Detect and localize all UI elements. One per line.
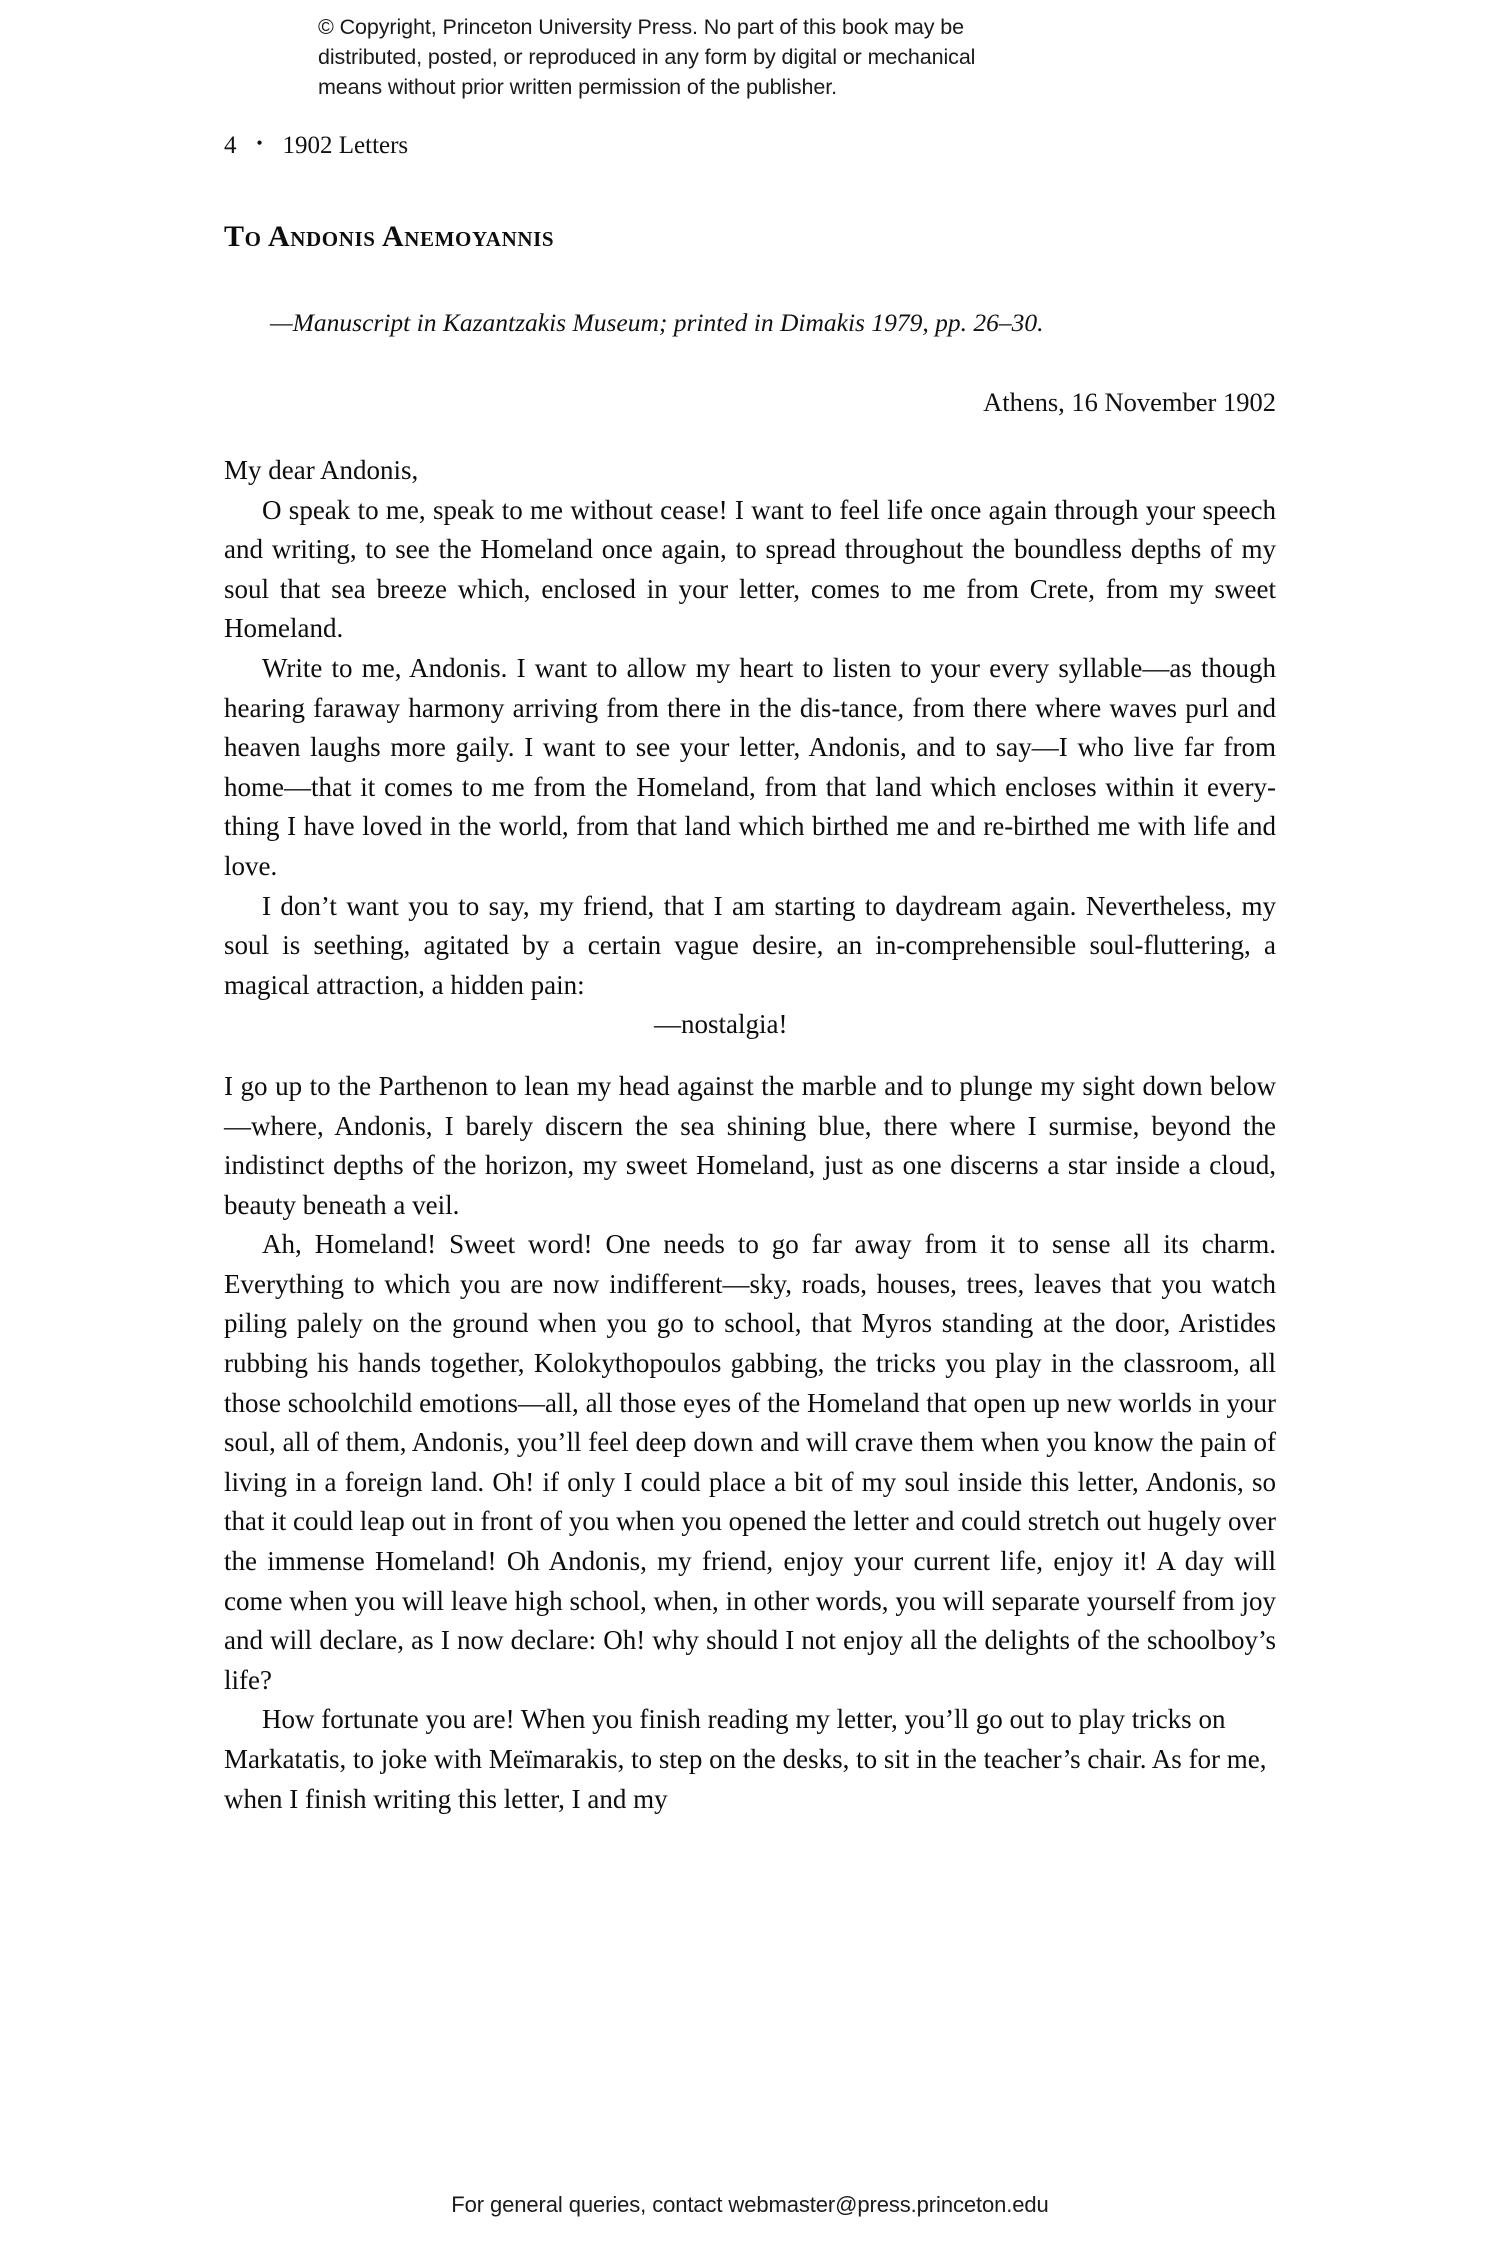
copyright-line-1: © Copyright, Princeton University Press. No part of this book may be	[318, 15, 964, 39]
letter-paragraph: Write to me, Andonis. I want to allow my heart to listen to your every syllable—as though hearing faraway harmony arriving from there in the dis-tance, from there where waves purl and heaven laughs more gaily. I want to see your letter, Andonis, and to say—I who live far from home—that it comes to me from the Homeland, from that land which encloses within it every-thing I have loved in the world, from that land which birthed me and re-birthed me with life and love.	[224, 652, 1276, 881]
letter-paragraph: Ah, Homeland! Sweet word! One needs to go far away from it to sense all its charm. Everything to which you are now indifferent—sky, roads, houses, trees, leaves that you watch piling palely on the ground when you go to school, that Myros standing at the door, Aristides rubbing his hands together, Kolokythopoulos gabbing, the tricks you play in the classroom, all those schoolchild emotions—all, all those eyes of the Homeland that open up new worlds in your soul, all of them, Andonis, you’ll feel deep down and will crave them when you know the pain of living in a foreign land. Oh! if only I could place a bit of my soul inside this letter, Andonis, so that it could leap out in front of you when you opened the letter and could stretch out hugely over the immense Homeland! Oh Andonis, my friend, enjoy your current life, enjoy it! A day will come when you will leave high school, when, in other words, you will separate yourself from joy and will declare, as I now declare: Oh! why should I not enjoy all the delights of the schoolboy’s life?	[224, 1229, 1276, 1695]
letter-content	[224, 205, 1276, 1819]
letter-paragraph: O speak to me, speak to me without cease! I want to feel life once again through your speech and writing, to see the Homeland once again, to spread throughout the boundless depths of my soul that sea breeze which, enclosed in your letter, comes to me from Crete, from my sweet Homeland.	[224, 494, 1276, 644]
bullet-separator-icon: •	[256, 133, 263, 154]
salutation: My dear Andonis,	[224, 455, 419, 485]
letter-title: To Andonis Anemoyannis	[224, 220, 555, 253]
letter-paragraph: I don’t want you to say, my friend, that I am starting to daydream again. Nevertheless, my soul is seething, agitated by a certain vague desire, an in-comprehensible soul-fluttering, a magical attraction, a hidden pain:	[224, 890, 1276, 1000]
running-head-title: 1902 Letters	[282, 132, 409, 159]
copyright-notice	[318, 12, 1168, 102]
page-number: 4	[224, 132, 237, 159]
dateline: Athens, 16 November 1902	[983, 387, 1276, 417]
copyright-line-3: means without prior written permission of the publisher.	[318, 75, 838, 99]
page-footer: For general queries, contact webmaster@press.princeton.edu	[451, 2192, 1049, 2217]
source-note: —Manuscript in Kazantzakis Museum; printed in Dimakis 1979, pp. 26–30.	[270, 308, 1044, 337]
letter-paragraph: I go up to the Parthenon to lean my head against the marble and to plunge my sight down below—where, Andonis, I barely discern the sea shining blue, there where I surmise, beyond the indistinct depths of the horizon, my sweet Homeland, just as one discerns a star inside a cloud, beauty beneath a veil.	[224, 1070, 1276, 1220]
letter-paragraph: How fortunate you are! When you finish reading my letter, you’ll go out to play tricks on Markatatis, to joke with Meïmarakis, to step on the desks, to sit in the teacher’s chair. As for me, when I finish writing this letter, I and my	[224, 1704, 1267, 1814]
running-head	[224, 130, 408, 163]
nostalgia-line: —nostalgia!	[654, 1009, 788, 1040]
copyright-line-2: distributed, posted, or reproduced in any form by digital or mechanical	[318, 45, 976, 69]
section-break	[224, 1045, 1276, 1067]
